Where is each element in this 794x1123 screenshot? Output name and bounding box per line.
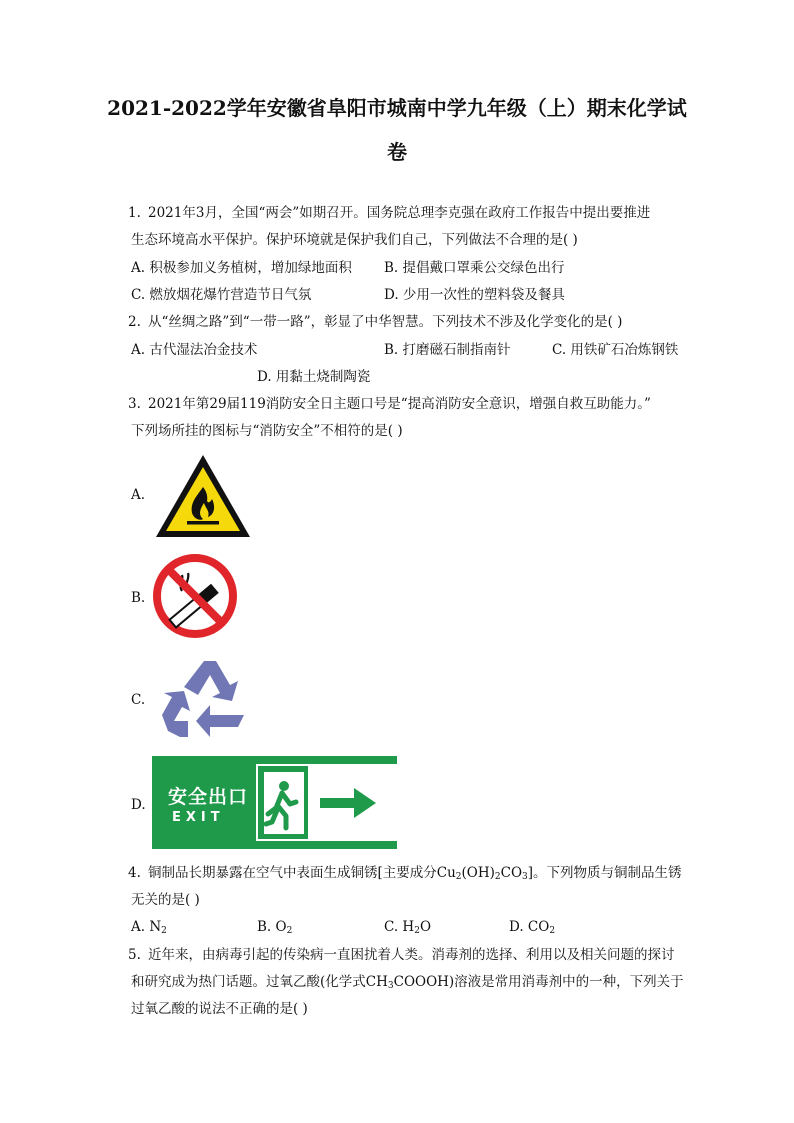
page-title-line2: 卷 [387,140,407,164]
question-2-option-b: B. 打磨磁石制指南针 [384,342,511,358]
question-5-number: 5. [128,947,141,963]
question-4-option-d: D. $CO_2$ [509,919,556,936]
question-4-option-a: A. $N_2$ [131,919,167,936]
exit-sign-english: EXIT [172,810,225,825]
question-3-stem-line2: 下列场所挂的图标与“消防安全”不相符的是( ) [131,423,403,439]
question-5-stem-line1: 近年来，由病毒引起的传染病一直困扰着人类。消毒剂的选择、利用以及相关问题的探讨 [148,947,675,963]
page-title-line1: 2021-2022学年安徽省阜阳市城南中学九年级（上）期末化学试 [107,96,687,120]
flammable-warning-icon [154,453,252,539]
question-1-number: 1. [128,205,141,221]
question-2-option-c: C. 用铁矿石冶炼钢铁 [552,342,679,358]
question-3-stem-line1: 2021年第29届119消防安全日主题口号是“提高消防安全意识，增强自救互助能力。” [148,396,651,412]
running-man-arrow-icon [256,764,400,841]
no-smoking-icon [152,553,238,639]
question-3-option-b-label: B. [131,590,146,606]
question-4-stem-line2: 无关的是( ) [131,892,200,908]
question-2-number: 2. [128,314,141,330]
question-1-stem-line2: 生态环境高水平保护。保护环境就是保护我们自己，下列做法不合理的是( ) [131,232,578,248]
question-3-option-c-label: C. [131,692,146,708]
question-2-stem-line1: 从“丝绸之路”到“一带一路”，彰显了中华智慧。下列技术不涉及化学变化的是( ) [148,314,623,330]
question-1-option-c: C. 燃放烟花爆竹营造节日气氛 [131,287,312,303]
question-4-option-c: C. $H_2O$ [384,919,432,936]
question-1-option-d: D. 少用一次性的塑料袋及餐具 [384,287,565,303]
recycling-icon [158,657,252,745]
question-3-number: 3. [128,396,141,412]
question-5-stem-line2: 和研究成为热门话题。过氧乙酸(化学式$CH_3COOOH$)溶液是常用消毒剂中的一种，下列关于 [131,974,684,991]
question-1-option-a: A. 积极参加义务植树，增加绿地面积 [131,260,352,276]
question-1-stem-line1: 2021年3月，全国“两会”如期召开。国务院总理李克强在政府工作报告中提出要推进 [148,205,651,221]
question-2-option-a: A. 古代湿法冶金技术 [131,342,258,358]
question-5-stem-line3: 过氧乙酸的说法不正确的是( ) [131,1001,308,1017]
exit-sign-chinese: 安全出口 [168,786,249,808]
question-4-stem-line1: 铜制品长期暴露在空气中表面生成铜锈[主要成分$Cu_2(OH)_2CO_3$]。下列物质与铜制品生锈 [148,865,682,882]
question-4-option-b: B. $O_2$ [257,919,293,936]
question-4-number: 4. [128,865,141,881]
question-3-option-a-label: A. [131,487,146,503]
question-3-option-d-label: D. [131,797,146,813]
question-1-option-b: B. 提倡戴口罩乘公交绿色出行 [384,260,565,276]
exit-sign-icon [152,756,397,849]
question-2-option-d: D. 用黏土烧制陶瓷 [257,369,371,385]
